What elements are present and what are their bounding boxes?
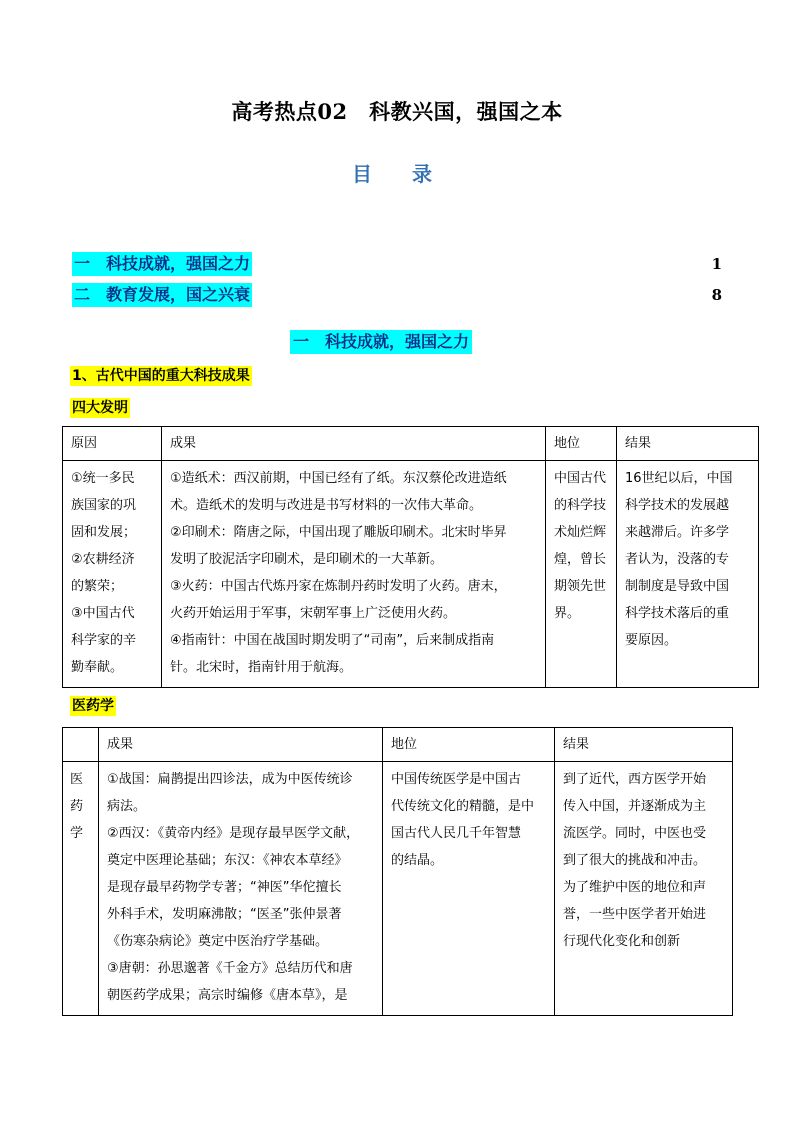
status-cell: 中国传统医学是中国古 代传统文化的精髓，是中 国古代人民几千年智慧 的结晶。 (383, 762, 555, 1016)
medicine-table (62, 727, 733, 1016)
header-cell: 成果 (99, 728, 383, 762)
header-cell: 结果 (555, 728, 733, 762)
row-label-cell: 医 药 学 (63, 762, 99, 1016)
achievement-cell: ①战国：扁鹊提出四诊法，成为中医传统诊 病法。 ②西汉：《黄帝内经》是现存最早医学文献， 奠定中医理论基础；东汉：《神农本草经》 是现存最早药物学专著；“神医”华佗擅长 外科手术，发明麻沸散；“医圣”张仲景著 《伤寒杂病论》奠定中医治疗学基础。 ③唐朝：孙思邈著《千金方》总结历代和唐 朝医药学成果；高宗时编修《唐本草》，是 (99, 762, 383, 1016)
table-row (63, 762, 733, 1016)
header-cell: 结果 (617, 427, 759, 461)
toc-entry-page: 8 (711, 286, 722, 304)
status-cell: 中国古代 的科学技 术灿烂辉 煌，曾长 期领先世 界。 (546, 461, 617, 688)
header-cell: 原因 (63, 427, 162, 461)
inventions-label: 四大发明 (72, 400, 128, 416)
table-row (63, 461, 759, 688)
header-cell (63, 728, 99, 762)
toc-entry[interactable] (72, 252, 722, 278)
reason-cell: ①统一多民 族国家的巩 固和发展； ②农耕经济 的繁荣； ③中国古代 科学家的辛 勤奉献。 (63, 461, 162, 688)
result-cell: 16世纪以后，中国 科学技术的发展越 来越滞后。许多学 者认为，没落的专 制制度是导致中国 科学技术落后的重 要原因。 (617, 461, 759, 688)
document-title: 高考热点02 科教兴国，强国之本 (231, 99, 563, 124)
header-cell: 地位 (383, 728, 555, 762)
toc-entry[interactable] (72, 283, 722, 309)
toc-entry-label[interactable]: 一 科技成就，强国之力 (72, 252, 252, 276)
toc-entry-label[interactable]: 二 教育发展，国之兴衰 (72, 283, 252, 307)
subheading: 1、古代中国的重大科技成果 (72, 368, 250, 384)
toc-title: 目 录 (352, 162, 442, 186)
section-heading: 一 科技成就，强国之力 (290, 330, 472, 354)
header-cell: 地位 (546, 427, 617, 461)
table-header-row (63, 728, 733, 762)
table-header-row (63, 427, 759, 461)
inventions-table (62, 426, 759, 688)
header-cell: 成果 (162, 427, 546, 461)
medicine-label: 医药学 (72, 698, 114, 714)
toc-entry-page: 1 (711, 255, 722, 273)
achievement-cell: ①造纸术：西汉前期，中国已经有了纸。东汉蔡伦改进造纸 术。造纸术的发明与改进是书写材料的一次伟大革命。 ②印刷术：隋唐之际，中国出现了雕版印刷术。北宋时毕昇 发明了胶泥活字印刷术，是印刷术的一大革新。 ③火药：中国古代炼丹家在炼制丹药时发明了火药。唐末， 火药开始运用于军事，宋朝军事上广泛使用火药。 ④指南针：中国在战国时期发明了“司南”，后来制成指南 针。北宋时，指南针用于航海。 (162, 461, 546, 688)
result-cell: 到了近代，西方医学开始 传入中国，并逐渐成为主 流医学。同时，中医也受 到了很大的挑战和冲击。 为了维护中医的地位和声 誉，一些中医学者开始进 行现代化变化和创新 (555, 762, 733, 1016)
